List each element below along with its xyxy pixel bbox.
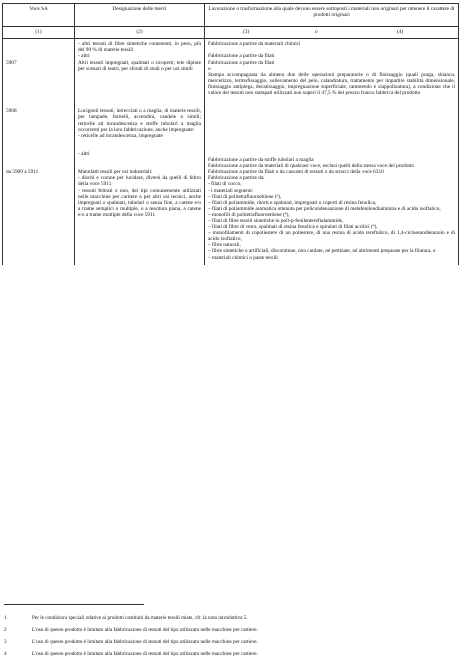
description-text: - altri tessuti di fibre sintetiche contenenti, in peso, più del 90 % di materie tessili [78,41,201,54]
header-description: Designazione delle merci [75,4,205,27]
footnote-separator [4,604,144,605]
description-text: Altri tessuti impregnati, spalmati o ricoperti; tele dipinte per scenari di teatri, per sfondi di studi o per usi simili [78,59,201,72]
description-text: Manufatti tessili per usi industriali: [78,169,153,176]
processing-text: o [208,65,211,72]
footnote-number: 4 [4,651,7,657]
processing-text: – filati di poliammide, ritorti e spalmati, impregnati o coperti di resina fenolica, [208,199,377,206]
footnote-text: L'uso di questo prodotto è limitato alla fabbricazione di tessuti del tipo utilizzato nelle macchine per cartiere. [32,639,258,645]
col-num-4: (4) [397,29,404,36]
table-row [3,60,459,109]
footnote-1 [4,615,248,621]
hs-code-cell: da 5909 a 5911 [3,169,75,264]
processing-text: – filati di fibre tessili sintetiche in poli-p-fenilentereftalammide, [208,218,344,224]
footnote-text: L'uso di questo prodotto è limitato alla fabbricazione di tessuti del tipo utilizzato nelle macchine per cartiere. [32,651,258,657]
footnote-3 [4,639,258,645]
col-num-1: (1) [3,27,75,39]
hs-code-cell [3,39,75,60]
processing-text: Fabbricazione a partire da: [208,175,265,182]
processing-text: – monofili di politetrafluoroetilene (⁴), [208,211,290,218]
hs-code-cell: 5907 [3,60,75,109]
processing-text: – filati di politetrafluoroetilene (³), [208,193,282,200]
footnote-number: 3 [4,639,7,645]
description-cell [75,169,205,264]
col-num-or: o [315,29,318,36]
header-processing: Lavorazione o trasformazione alla quale devono essere sottoposti i materiali non originari per ottenere il carattere di prodotti originari [205,4,459,27]
processing-text: Fabbricazione a partire da stoffe tubolari a maglia [208,157,314,164]
processing-text: – filati di poliammide aromatica ottenuta per policondensazione di metafenilendiammina e di acido isoftalico, [208,205,441,212]
processing-cell [205,108,459,169]
column-number-row [3,27,459,39]
processing-text: – monofilamenti di copoliestere di un poliestere, di una resina di acido tereftalico, di 1,4-cicloesandietanolo e di acido isoftalico, [208,230,455,243]
table-row [3,39,459,60]
table-header-row [3,4,459,27]
processing-cell [205,169,459,264]
processing-cell [205,39,459,60]
processing-text: Fabbricazione a partire da filati [208,53,275,60]
processing-text: - filati di cocco, [208,181,242,188]
description-text: - altri [78,150,90,157]
processing-text: - i materiali seguenti: [208,187,254,194]
col-num-3: (3) [243,29,250,36]
hs-code-cell: 5908 [3,108,75,169]
footnote-4 [4,651,258,657]
table-row [3,169,459,264]
description-cell [75,39,205,60]
description-text: - dischi e corone per lucidare, diversi da quelli di feltro della voce 5911 [78,175,201,188]
processing-text: – materiali chimici o paste tessili [208,254,278,261]
rules-of-origin-table [2,3,459,265]
footnote-number: 1 [4,615,7,621]
description-text: - reticelle ad incandescenza, impregnate [78,132,163,139]
description-text: Lucignoli tessuti, intrecciati o a maglia, di materie tessili, per lampade, fornelli, accendini, candele o simili; reticelle ad incandescenza e stoffe tubolari a maglia occorrenti per la loro fabbricazione, anche impregnate: [78,108,201,133]
description-text: - altri [78,53,90,60]
processing-text: Fabbricazione a partire da materiali di qualsiasi voce, esclusi quelli della stessa voce del prodotto [208,163,415,170]
footnote-number: 2 [4,627,7,633]
footnote-text: L'uso di questo prodotto è limitato alla fabbricazione di tessuti del tipo utilizzato nelle macchine per cartiere. [32,627,258,633]
table-row [3,108,459,169]
processing-text: – fibre sintetiche o artificiali, discontinue, non cardate, né pettinate, né altrimenti preparate per la filatura, o [208,248,436,255]
processing-cell [205,60,459,109]
col-num-2: (2) [75,27,205,39]
footnote-2 [4,627,258,633]
processing-text: – filati di fibre di vetro, spalmati di resina fenolica e spiralati di filati acrilici (⁴), [208,224,378,231]
processing-text: – fibre naturali, [208,242,241,249]
description-cell [75,60,205,109]
header-hs-code: Voce SA [3,4,75,27]
processing-text: Fabbricazione a partire da filati [208,59,275,66]
processing-text: Stampa accompagnata da almeno due delle operazioni preparatorie o di finissaggio (quali purga, sbianca, mercerizzo, termofissaggio, sollevamento del pelo, calandratura, trattamento per impartire stabilità dimensionale, finissaggio antipiega, decatissaggio, impregnazione superficiale, rammendo e slappolinatura), a condizione che il valore dei tessuti non stampati utilizzati non superi il 47,5 % del prezzo franco fabbrica del prodotto [208,71,455,97]
col-num-3-4 [205,27,459,39]
description-cell [75,108,205,169]
processing-text: Fabbricazione a partire da filati o da cascami di tessuti o da stracci della voce 6310 [208,169,384,176]
description-text: - tessuti feltrati o non, dei tipi comunemente utilizzati nelle macchine per cartiere o per altri usi tecnici, anche impregnati o spalmati, tubolari o senza fine, a catene e/o a trame semplici o multiple, o a tessitura piana, a catene e/o a trame multiple della voce 5911 [78,187,201,218]
processing-text: Fabbricazione a partire da materiali chimici [208,41,301,48]
footnote-text: Per le condizioni speciali relative ai prodotti costituiti da materie tessili miste, cfr. la nota introduttiva 5. [32,615,248,621]
